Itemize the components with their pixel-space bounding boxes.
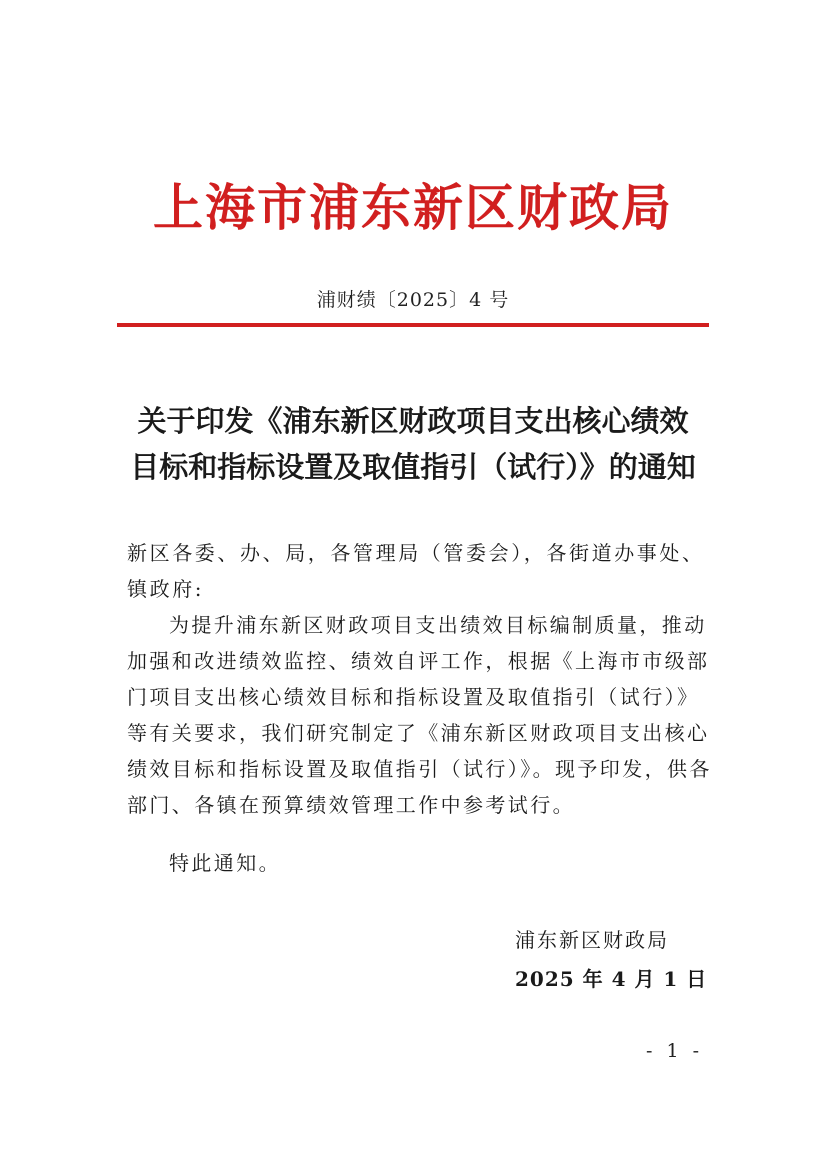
closing-phrase: 特此通知。 <box>169 851 281 875</box>
salutation-line-1: 新区各委、办、局，各管理局（管委会），各街道办事处、 <box>127 541 705 565</box>
salutation-line-2: 镇政府: <box>127 577 205 601</box>
body-line-1: 为提升浦东新区财政项目支出绩效目标编制质量，推动 <box>169 613 707 637</box>
signature-organization: 浦东新区财政局 <box>515 928 669 952</box>
body-paragraph <box>127 607 712 823</box>
page-number: - 1 - <box>646 1040 704 1062</box>
body-line-5: 绩效目标和指标设置及取值指引（试行）》。现予印发，供各 <box>127 757 712 781</box>
document-title <box>110 398 716 490</box>
issuing-organization-header: 上海市浦东新区财政局 <box>153 178 673 237</box>
signature-date: 2025 年 4 月 1 日 <box>515 967 708 991</box>
body-line-3: 门项目支出核心绩效目标和指标设置及取值指引（试行）》 <box>127 685 700 709</box>
body-line-2: 加强和改进绩效监控、绩效自评工作，根据《上海市市级部 <box>127 649 710 673</box>
title-line-1: 关于印发《浦东新区财政项目支出核心绩效 <box>137 404 689 438</box>
document-number: 浦财绩〔2025〕4 号 <box>316 289 510 311</box>
body-line-4: 等有关要求，我们研究制定了《浦东新区财政项目支出核心 <box>127 721 710 745</box>
salutation <box>127 535 705 607</box>
body-line-6: 部门、各镇在预算绩效管理工作中参考试行。 <box>127 793 575 817</box>
red-divider-rule <box>117 323 709 327</box>
title-line-2: 目标和指标设置及取值指引（试行）》的通知 <box>130 450 696 484</box>
